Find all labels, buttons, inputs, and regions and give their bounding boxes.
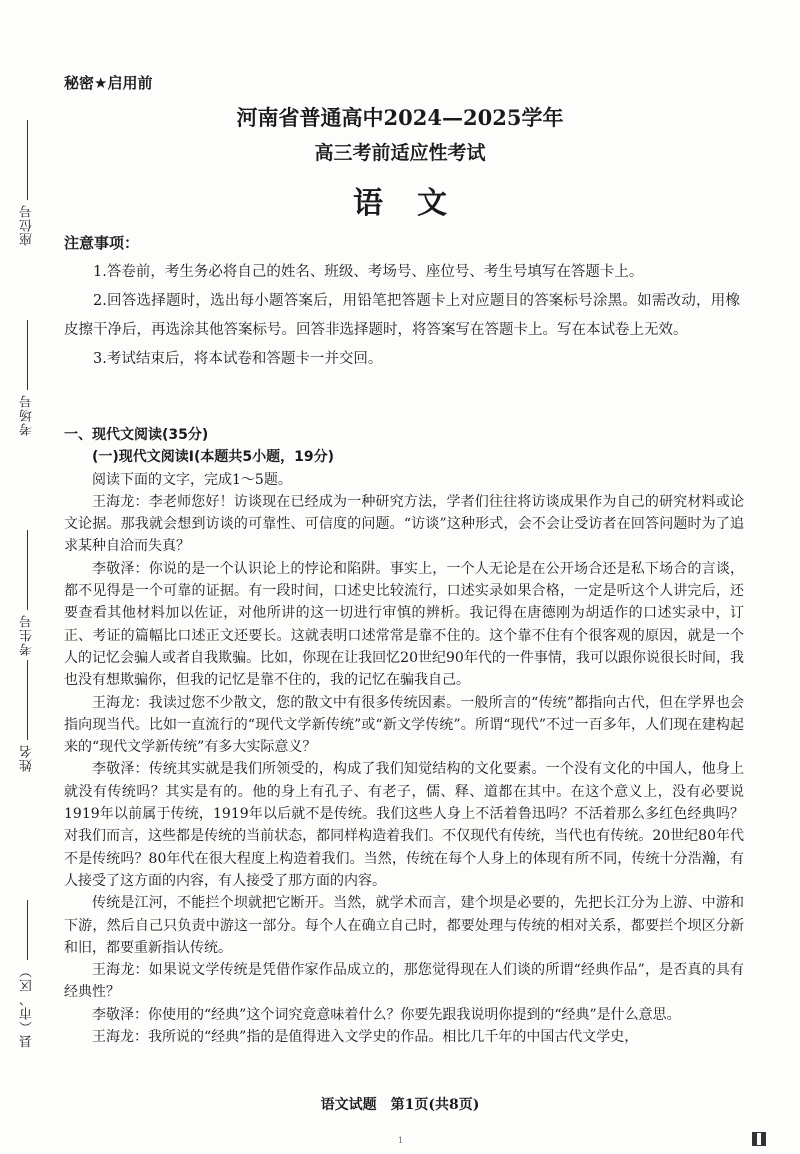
candidate-number-label: 考生号 (19, 614, 35, 656)
section-instruction: 阅读下面的文字，完成1～5题。 (92, 471, 292, 488)
name-label: 姓名 (19, 744, 35, 772)
passage-paragraph: 李敬泽：传统其实就是我们所领受的，构成了我们知觉结构的文化要素。一个没有文化的中国人，他身上就没有传统吗？其实是有的。他的身上有孔子、有老子，儒、释、道都在其中。在这个意义上，没有必要说1919年以前属于传统，1919年以后就不是传统。我们这些人身上不活着鲁迅吗？不活着那么多红色经典吗？对我们而言，这些都是传统的当前状态，都同样构造着我们。不仅现代有传统，当代也有传统。20世纪80年代不是传统吗？80年代在很大程度上构造着我们。当然，传统在每个人身上的体现有所不同，传统十分浩瀚，有人接受了这方面的内容，有人接受了那方面的内容。 (64, 761, 744, 889)
passage-paragraph: 王海龙：我所说的“经典”指的是值得进入文学史的作品。相比几千年的中国古代文学史， (92, 1029, 639, 1046)
passage-paragraph: 传统是江河，不能拦个坝就把它断开。当然，就学术而言，建个坝是必要的，先把长江分为上游、中游和下游，然后自己只负责中游这一部分。每个人在确立自己时，都要处理与传统的相对关系，都要拦个坝区分新和旧，都要重新指认传统。 (64, 895, 744, 956)
notice-list (64, 258, 740, 374)
reading-section (64, 424, 744, 1048)
passage-paragraph: 王海龙：我读过您不少散文，您的散文中有很多传统因素。一般所言的“传统”都指向古代，但在学界也会指向现当代。比如一直流行的“现代文学新传统”或“新文学传统”。所谓“现代”不过一百多年，人们现在建构起来的“现代文学新传统”有多大实际意义？ (64, 694, 744, 756)
exam-room-field (12, 320, 42, 436)
section-heading: 一、现代文阅读(35分) (64, 427, 209, 443)
exam-room-line (27, 320, 28, 390)
passage-paragraph: 李敬泽：你说的是一个认识论上的悖论和陷阱。事实上，一个人无论是在公开场合还是私下场合的言谈，都不见得是一个可靠的证据。有一段时间，口述史比较流行，口述实录如果合格，一定是听这个人讲完后，还要查看其他材料加以佐证，对他所讲的这一切进行审慎的辨析。我记得在唐德刚为胡适作的口述实录中，订正、考证的篇幅比口述正文还要长。这就表明口述常常是靠不住的。这个靠不住有个很客观的原因，就是一个人的记忆会骗人或者自我欺骗。比如，你现在让我回忆20世纪90年代的一件事情，我可以跟你说很长时间，我也没有想欺骗你，但我的记忆是靠不住的，我的记忆在骗我自己。 (64, 560, 744, 689)
notice-item: 3.考试结束后，将本试卷和答题卡一并交回。 (93, 351, 383, 367)
seat-number-label: 座位号 (19, 204, 35, 246)
candidate-number-field (12, 530, 42, 656)
passage-paragraph: 李敬泽：你使用的“经典”这个词究竟意味着什么？你要先跟我说明你提到的“经典”是什么意思。 (92, 1006, 681, 1023)
passage-paragraph: 王海龙：如果说文学传统是凭借作家作品成立的，那您觉得现在人们谈的所谓“经典作品”，是否真的具有经典性？ (64, 962, 744, 1001)
county-line (27, 900, 28, 960)
page-mark: 1 (398, 1136, 404, 1145)
notice-item: 2.回答选择题时，选出每小题答案后，用铅笔把答题卡上对应题目的答案标号涂黑。如需改动，用橡皮擦干净后，再选涂其他答案标号。回答非选择题时，将答案写在答题卡上。写在本试卷上无效。 (64, 293, 740, 338)
county-field (12, 900, 42, 1048)
notice-item: 1.答卷前，考生务必将自己的姓名、班级、考场号、座位号、考生号填写在答题卡上。 (93, 264, 644, 280)
name-field (12, 660, 42, 772)
exam-title-line2: 高三考前适应性考试 (314, 142, 486, 164)
confidential-mark: 秘密★启用前 (64, 74, 153, 92)
page-footer: 语文试题 第1页(共8页) (320, 1097, 480, 1113)
exam-room-label: 考场号 (19, 394, 35, 436)
subject-title: 语文 (353, 186, 481, 221)
passage-paragraph: 王海龙：李老师您好！访谈现在已经成为一种研究方法，学者们往往将访谈成果作为自己的研究材料或论文论据。那我就会想到访谈的可靠性、可信度的问题。“访谈”这种形式，会不会让受访者在回答问题时为了追求某种自洽而失真？ (64, 493, 744, 555)
exam-title-line1: 河南省普通高中2024—2025学年 (236, 105, 564, 130)
county-label: 县（市、区） (19, 964, 35, 1048)
section-subheading: (一)现代文阅读Ⅰ(本题共5小题，19分) (92, 449, 335, 466)
qr-code-icon (752, 1132, 766, 1146)
name-line (27, 660, 28, 740)
notice-title: 注意事项： (64, 234, 140, 252)
candidate-number-line (27, 530, 28, 610)
